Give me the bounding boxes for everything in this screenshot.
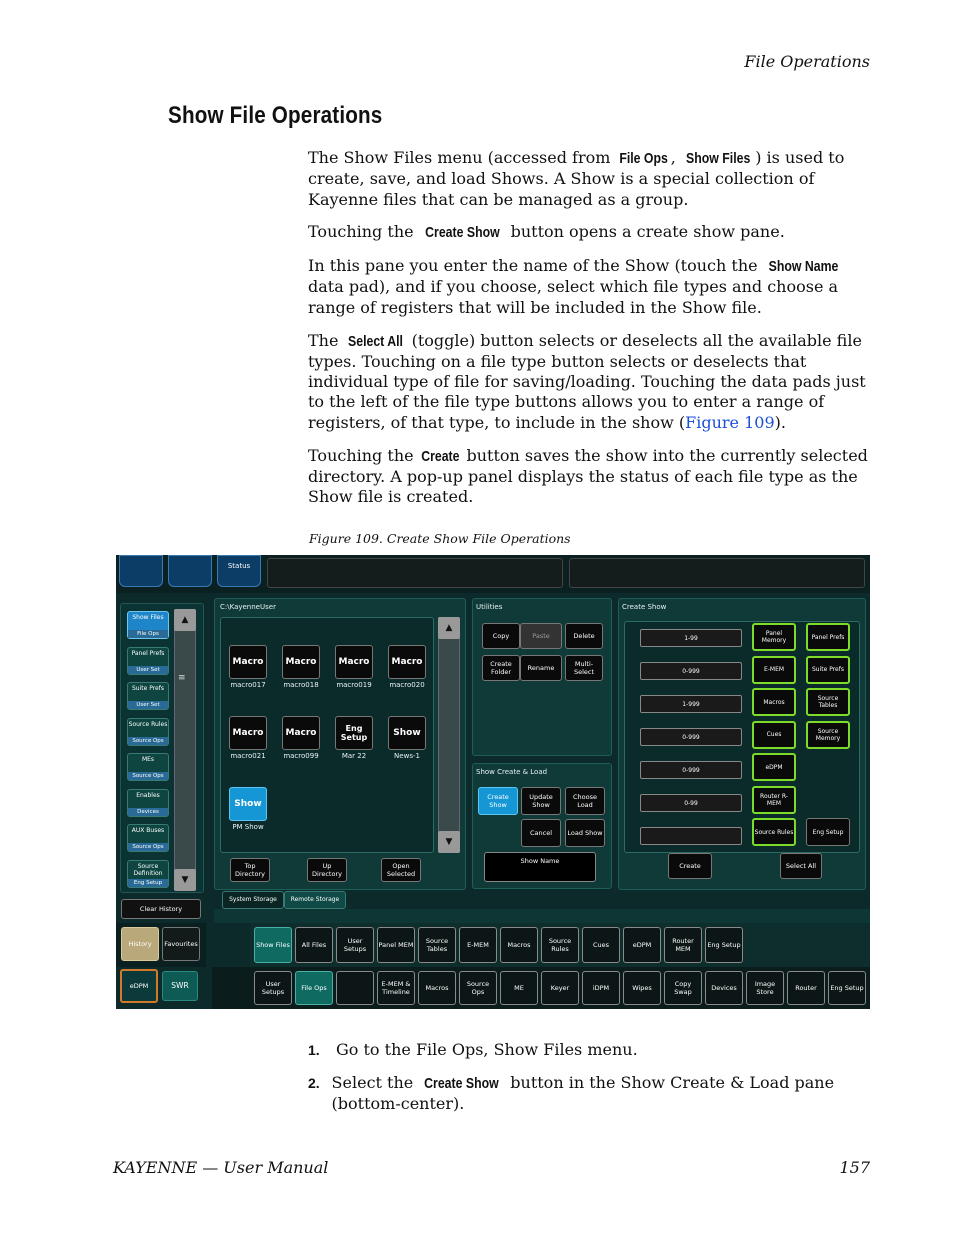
- sidebar-item-label: Source Rules: [128, 720, 168, 728]
- tab-row1-item[interactable]: All Files: [295, 927, 333, 963]
- sidebar-item[interactable]: [127, 647, 169, 675]
- page-number: 157: [839, 1158, 870, 1177]
- sidebar-item-label: Suite Prefs: [131, 685, 164, 692]
- utilities-title: Utilities: [476, 603, 503, 611]
- tab-row2-item[interactable]: ME: [500, 971, 538, 1005]
- file-tile[interactable]: Macro: [282, 645, 320, 679]
- step-2: 2. Select the Create Show button in the Show Create & Load pane (bottom-center).: [308, 1072, 835, 1114]
- paragraph-4: The Select All (toggle) button selects or deselects all the available file types. Touching on a file type button selects or deselects that individual type of file for saving/loading. Touching the data pads just to the left of the file type buttons allows you to enter a range of registers, of that type, to include in the show (Figure 109).: [308, 330, 866, 432]
- file-tile[interactable]: Macro: [229, 716, 267, 750]
- sidebar-item[interactable]: [127, 824, 169, 852]
- status-tab[interactable]: Status: [217, 555, 261, 587]
- file-type-button[interactable]: Cues: [752, 721, 796, 749]
- file-name: macro017: [230, 681, 266, 689]
- range-pad[interactable]: [640, 827, 742, 845]
- sidebar-item-label: MEs: [141, 756, 155, 763]
- tab-row1-item[interactable]: Router MEM: [664, 927, 702, 963]
- tab-row1-item[interactable]: Eng Setup: [705, 927, 743, 963]
- update-show-button[interactable]: Update Show: [521, 787, 561, 815]
- file-tile[interactable]: Macro: [388, 645, 426, 679]
- file-name: macro020: [389, 681, 425, 689]
- scroll-grip-icon: ≡: [178, 673, 186, 683]
- system-storage-tab[interactable]: System Storage: [222, 891, 284, 909]
- file-type-button[interactable]: Panel Memory: [752, 623, 796, 651]
- create-folder-button[interactable]: Create Folder: [482, 655, 520, 681]
- tab-row2-item[interactable]: Copy Swap: [664, 971, 702, 1005]
- tab-row2-item[interactable]: E-MEM & Timeline: [377, 971, 415, 1005]
- clear-history-button[interactable]: Clear History: [121, 899, 201, 919]
- directory-path: C:\KayenneUser: [220, 603, 276, 611]
- file-type-button[interactable]: Source Memory: [806, 721, 850, 749]
- sidebar-item[interactable]: [127, 860, 169, 888]
- step-1: 1. Go to the File Ops, Show Files menu.: [308, 1040, 638, 1059]
- sidebar-item[interactable]: [127, 753, 169, 781]
- show-name-pad[interactable]: Show Name: [484, 852, 596, 882]
- choose-load-button[interactable]: Choose Load: [565, 787, 605, 815]
- sidebar-item[interactable]: [127, 682, 169, 710]
- range-pad[interactable]: 0-999: [640, 728, 742, 746]
- show-create-load-title: Show Create & Load: [476, 768, 548, 776]
- files-scrollbar[interactable]: [438, 617, 460, 853]
- range-pad[interactable]: 1-99: [640, 629, 742, 647]
- tab-row2-item[interactable]: Keyer: [541, 971, 579, 1005]
- scroll-up-icon[interactable]: ▲: [174, 609, 196, 631]
- paragraph-5: Touching the Create button saves the show into the currently selected directory. A pop-up panel displays the status of each file type as the Show file is created.: [308, 445, 868, 507]
- file-tile[interactable]: Show: [229, 787, 267, 821]
- file-type-button[interactable]: Suite Prefs: [806, 656, 850, 684]
- file-name: Mar 22: [341, 752, 367, 760]
- file-type-button[interactable]: Source Tables: [806, 688, 850, 716]
- edpm-button[interactable]: eDPM: [120, 969, 158, 1003]
- swr-button[interactable]: SWR: [162, 971, 198, 1001]
- file-type-button[interactable]: Panel Prefs: [806, 623, 850, 651]
- range-pad[interactable]: 0-999: [640, 662, 742, 680]
- tab-row1-item[interactable]: E-MEM: [459, 927, 497, 963]
- file-name: macro021: [230, 752, 266, 760]
- file-name: News-1: [394, 752, 420, 760]
- tab-row1-item[interactable]: User Setups: [336, 927, 374, 963]
- range-pad[interactable]: 0-99: [640, 794, 742, 812]
- sidebar-item-sublabel: Source Ops: [128, 772, 168, 780]
- tab-row1-item[interactable]: Source Tables: [418, 927, 456, 963]
- copy-button[interactable]: Copy: [482, 623, 520, 649]
- file-tile[interactable]: Show: [388, 716, 426, 750]
- file-name: macro018: [283, 681, 319, 689]
- sidebar-item-label: Enables: [136, 791, 160, 799]
- sidebar-item-label: Show Files: [132, 614, 164, 621]
- tab-row2-item[interactable]: User Setups: [254, 971, 292, 1005]
- file-type-button[interactable]: Macros: [752, 688, 796, 716]
- tab-row1-item[interactable]: Panel MEM: [377, 927, 415, 963]
- footer-manual: KAYENNE — User Manual: [113, 1158, 329, 1177]
- paste-button[interactable]: Paste: [520, 623, 562, 649]
- tab-row1-item[interactable]: eDPM: [623, 927, 661, 963]
- tab-row2-item[interactable]: [336, 971, 374, 1005]
- create-show-title: Create Show: [622, 603, 667, 611]
- tab-row2-item[interactable]: iDPM: [582, 971, 620, 1005]
- tab-row1-item[interactable]: Macros: [500, 927, 538, 963]
- sidebar-item-sublabel: Source Ops: [128, 737, 168, 745]
- open-selected-button[interactable]: Open Selected: [381, 858, 421, 882]
- tab-row2-item[interactable]: Image Store: [746, 971, 784, 1005]
- file-type-button[interactable]: eDPM: [752, 753, 796, 781]
- rename-button[interactable]: Rename: [520, 655, 562, 681]
- top-slot-1[interactable]: [119, 555, 163, 587]
- tab-row2-item[interactable]: Wipes: [623, 971, 661, 1005]
- file-tile[interactable]: Macro: [282, 716, 320, 750]
- create-show-button[interactable]: Create Show: [478, 787, 518, 815]
- sidebar-item-sublabel: User Set: [128, 701, 168, 709]
- figure-caption: Figure 109. Create Show File Operations: [309, 531, 571, 546]
- scroll-down-icon[interactable]: ▼: [174, 869, 196, 891]
- sidebar-item[interactable]: [127, 718, 169, 746]
- paragraph-3: In this pane you enter the name of the Show (touch the Show Name data pad), and if you choose, select which file types and choose a range of registers that will be included in the Show file.: [308, 256, 839, 317]
- top-slot-2[interactable]: [168, 555, 212, 587]
- file-type-button[interactable]: E-MEM: [752, 656, 796, 684]
- create-button[interactable]: Create: [668, 853, 712, 879]
- file-name: macro019: [336, 681, 372, 689]
- top-display-left: [267, 558, 563, 588]
- divider-band: [214, 909, 870, 923]
- scroll-up-icon[interactable]: ▲: [438, 617, 460, 639]
- running-header: File Operations: [744, 52, 870, 71]
- sidebar-item-label: AUX Buses: [131, 827, 165, 834]
- sidebar-scrollbar[interactable]: [174, 609, 196, 891]
- body-text: [308, 148, 870, 520]
- multi-select-button[interactable]: Multi-Select: [565, 655, 603, 681]
- tab-row2-item[interactable]: File Ops: [295, 971, 333, 1005]
- sidebar-item-label: Source Definition: [133, 862, 163, 877]
- file-name: PM Show: [232, 823, 264, 831]
- figure-link[interactable]: Figure 109: [685, 412, 775, 432]
- section-title: Show File Operations: [168, 102, 383, 129]
- tab-row1-item[interactable]: Cues: [582, 927, 620, 963]
- scroll-down-icon[interactable]: ▼: [438, 831, 460, 853]
- paragraph-2: Touching the Create Show button opens a create show pane.: [308, 222, 785, 242]
- tab-row1-item[interactable]: Show Files: [254, 927, 292, 963]
- file-type-button[interactable]: Router R-MEM: [752, 786, 796, 814]
- sidebar-item-sublabel: User Set: [128, 666, 168, 674]
- cancel-button[interactable]: Cancel: [521, 819, 561, 847]
- procedure-steps: [308, 1040, 870, 1127]
- sidebar-item[interactable]: [127, 611, 169, 639]
- sidebar-item-sublabel: Devices: [128, 808, 168, 816]
- top-directory-button[interactable]: Top Directory: [230, 858, 270, 882]
- file-tile[interactable]: Macro: [335, 645, 373, 679]
- sidebar-item-sublabel: File Ops: [128, 630, 168, 638]
- paragraph-1: The Show Files menu (accessed from File Ops , Show Files ) is used to create, save, and load Shows. A Show is a special collection of Kayenne files that can be managed as a group.: [308, 148, 845, 209]
- sidebar-item-sublabel: Eng Setup: [128, 879, 168, 887]
- history-button[interactable]: History: [121, 927, 159, 961]
- select-all-button[interactable]: Select All: [780, 853, 822, 879]
- favourites-button[interactable]: Favourites: [162, 927, 200, 961]
- file-type-button[interactable]: Eng Setup: [806, 818, 850, 846]
- tab-row2-item[interactable]: Eng Setup: [828, 971, 866, 1005]
- file-tile[interactable]: Macro: [229, 645, 267, 679]
- sidebar-item-label: Panel Prefs: [131, 649, 165, 657]
- top-display-right: [569, 558, 865, 588]
- tab-row2-item[interactable]: Macros: [418, 971, 456, 1005]
- tab-row2-item[interactable]: Devices: [705, 971, 743, 1005]
- up-directory-button[interactable]: Up Directory: [307, 858, 347, 882]
- range-pad[interactable]: 1-999: [640, 695, 742, 713]
- sidebar-item-sublabel: Source Ops: [128, 843, 168, 851]
- sidebar-item[interactable]: [127, 789, 169, 817]
- tab-row2-item[interactable]: Source Ops: [459, 971, 497, 1005]
- tab-row2-item[interactable]: Router: [787, 971, 825, 1005]
- tab-row1-item[interactable]: Source Rules: [541, 927, 579, 963]
- file-tile[interactable]: Eng Setup: [335, 716, 373, 750]
- file-type-button[interactable]: Source Rules: [752, 818, 796, 846]
- delete-button[interactable]: Delete: [565, 623, 603, 649]
- file-name: macro099: [283, 752, 319, 760]
- load-show-button[interactable]: Load Show: [565, 819, 605, 847]
- range-pad[interactable]: 0-999: [640, 761, 742, 779]
- menu-screenshot: [116, 555, 870, 1009]
- remote-storage-tab[interactable]: Remote Storage: [284, 891, 346, 909]
